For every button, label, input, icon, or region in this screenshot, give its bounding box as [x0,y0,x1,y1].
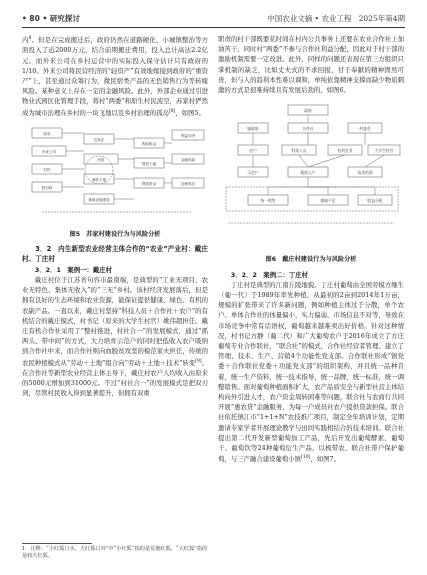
page-number: • 80 • [22,14,48,23]
figure-5 [22,124,208,240]
fig5-label: 农家乐 [93,137,105,142]
fig5-label: 流转土地 [91,177,107,182]
fig5-label: 政府 [43,131,51,136]
footnote-rule [22,543,92,544]
fig6-label: 有机农业 [337,148,353,154]
fig6-label: 农户 [249,148,257,154]
figure-5-caption: 图5 苏家村建设行为与风险分析 [69,231,161,239]
fig5-label: 基础设施建设 [88,197,110,202]
fig5-label: 外来公司 [41,149,57,154]
fig6-label: 收益分配 [367,198,383,204]
fig6-label: 示范户 [247,170,259,176]
subsection-heading: 3．2．1 案例一：戴庄村 [34,265,113,274]
fig6-label: 镇政府 [247,126,259,132]
journal-name: 中国农业文摘 • 农业工程 [267,14,352,23]
figure-6-diagram [218,101,404,249]
fig5-label: 金融风险 [180,157,196,162]
paragraph: 丁庄村是典型的江南丘陵地貌。丁庄村葡萄由全国劳模方继生（葡一代）于1989年率先种植，从最初的2亩到2014年1万亩，规模的扩张带来了许多新问题，例如种植主体过于分散，单个农户、单体合作社的体量偏小，实力偏弱，市场信息不对等，导致在市场竞争中常有话语权，葡萄越来越难卖出好价格。针对这种情况，村书记方静（葡二代）和广大葡萄农户于2016年成立了方庄葡萄专业合作联社，“联合社”的模式，合作社经营者管理、建立了管理、技术、生产、营销4个功能性党支部。合作联社形成“镇党委＋合作联社党委＋功能党支部”的组织架构，并且统一品种肯着，统一生产资料，统一技术指导，统一品牌，统一标准，统一调整销售。面对葡萄种植面积扩大，农产品质安全与新型社营主体结构向外引进人才，农户资金周转困难等问题，联合社与农商行共同开展“惠农贷”金融服务，为每一户成员社农户提供贷款担保。联合社依托镇江市“1+1+N”农技推广项目，制定全年培训计划，定期邀请专家学者开展理论教学与田间实践相结合的技术培训。联合社提出第二代开发新型葡萄加工产品，先后开发出葡萄酵素、葡萄干、葡萄饮等24种葡萄衍生产品，以梳带农、联合社带户保护葡萄，与三产融合建设葡萄小镇[10]，如图7。 [218,280,404,464]
fig5-label: 利益冲突 [180,133,196,138]
figure-6 [218,101,404,265]
issue-label: 2025年第4期 [358,14,405,23]
fig6-label: 政府 [304,108,312,114]
paragraph: 职责的村干部既要花时间在村内公共事务上还要在农业合作社上加油苦干，同时村“两委”不参与合作社利益分配，因此对于村干部的激励机制需要一定改进。此外，同样的问题还表现在第三方组织只掌机制的缺乏，比如丈夫式的不求回报，甘于奉献的精神固然可贵，但与人的趋利本性难以调和，单纯依靠精神支撑而缺少物质刺激的方式是很难持续且有发展后劲的，如图6。 [218,35,404,95]
fig6-label: 激励不足 [320,198,336,204]
fig6-label: 低收入户 [300,170,316,176]
section-name: 研究探讨 [49,14,80,23]
fig5-label: 收取租金 [141,141,157,146]
fig6-label: 统一销售 [260,198,276,204]
fig6-label: 科技人员 [291,148,307,154]
paragraph: 内$^8$。但是在完成搬迁后，政府仍然在道路硬化、小城镇整治等方面投入了近2000万元，结合前期搬迁费用，投入总计高达2.2亿元。而外来公司在乡村运营中的实际投入保守估计只有政府的1/10。外来公司将民营经济的“轻资产”有效地嫁接到政府的“重资产”上，甚至通过众筹行为，微民宿类产品的无色销售行为等转嫁风险。某种意义上存在一定的金融风险。此外，外部企业通过引进物业式园区化管理手段，将村“两委”和原生村民流空，苏家村俨然成为城市治理在乡村的一块飞地以及乡村治理的孤岛[8]，如图5。 [22,36,209,117]
fig6-label: 大学生村官 [374,148,394,154]
fig6-label: 村委会 [359,126,371,132]
left-column [22,34,208,398]
page-header [22,10,405,26]
fig5-label: 村民 [43,167,51,172]
header-left [22,13,80,24]
figure-5-diagram [22,124,208,224]
fig5-label: 治理孤岛 [180,181,196,186]
fig5-label: 提供资金 [141,181,157,186]
header-rule [22,27,405,28]
subsection-heading: 3．2．2 案例二：丁庄村 [230,270,309,279]
footnote: 1 注释：“小红狐口水，大红狐口外”中“小红狐”指的是荒地红狐，“大红狐”指的是较大红狐。 [22,546,208,560]
fig5-label: 提供土地 [141,161,157,166]
header-right [267,13,405,24]
figure-6-caption: 图6 戴庄村建设行为与风险分析 [265,256,357,264]
fig6-label: 技术培训 [357,170,373,176]
section-heading: 3．2 内生新型农业经营主体合作的“农业”产业村：戴庄村、丁庄村 [22,245,208,264]
fig5-label: 股份制 [41,185,53,190]
right-column [218,34,404,465]
fig5-label: 民宿 [97,157,105,162]
fig6-label: 合作社 [302,126,314,132]
paragraph: 戴庄村位于江苏省句容市最南端，是典型的“工业无项目、农业无特色、集体无收入”的“三无”乡村。该村经济发展落后，但是拥有良好的生态环境和农业资源，能保证提供健康、绿色、有机的农副产品。一直以来，戴庄村坚持“科技人员＋合作社＋农户”的有机结合的戴庄模式，村书记（原来的大学生村官）姚伟超担任。戴庄有机合作社采用了“整村推进、村社合一”的发展模式，通过“抓两头、带中间”的方式，大力培育示范户的同时把低收入农户吸纳到合作社中来，而合作社则向血脱贫攻坚的模范家夫担任，传统的农民种植模式从“劳动＋土地”组合向“劳动＋土地＋技术”转变[9]。在合作社等新型农业经营主体主导下，戴庄村农户人均收入由原来的5000元增加到31000元。不过“村社合一”的发展模式是把双刃剑，尽管村民收入得到显著提升，但拥有双重 [22,275,208,398]
